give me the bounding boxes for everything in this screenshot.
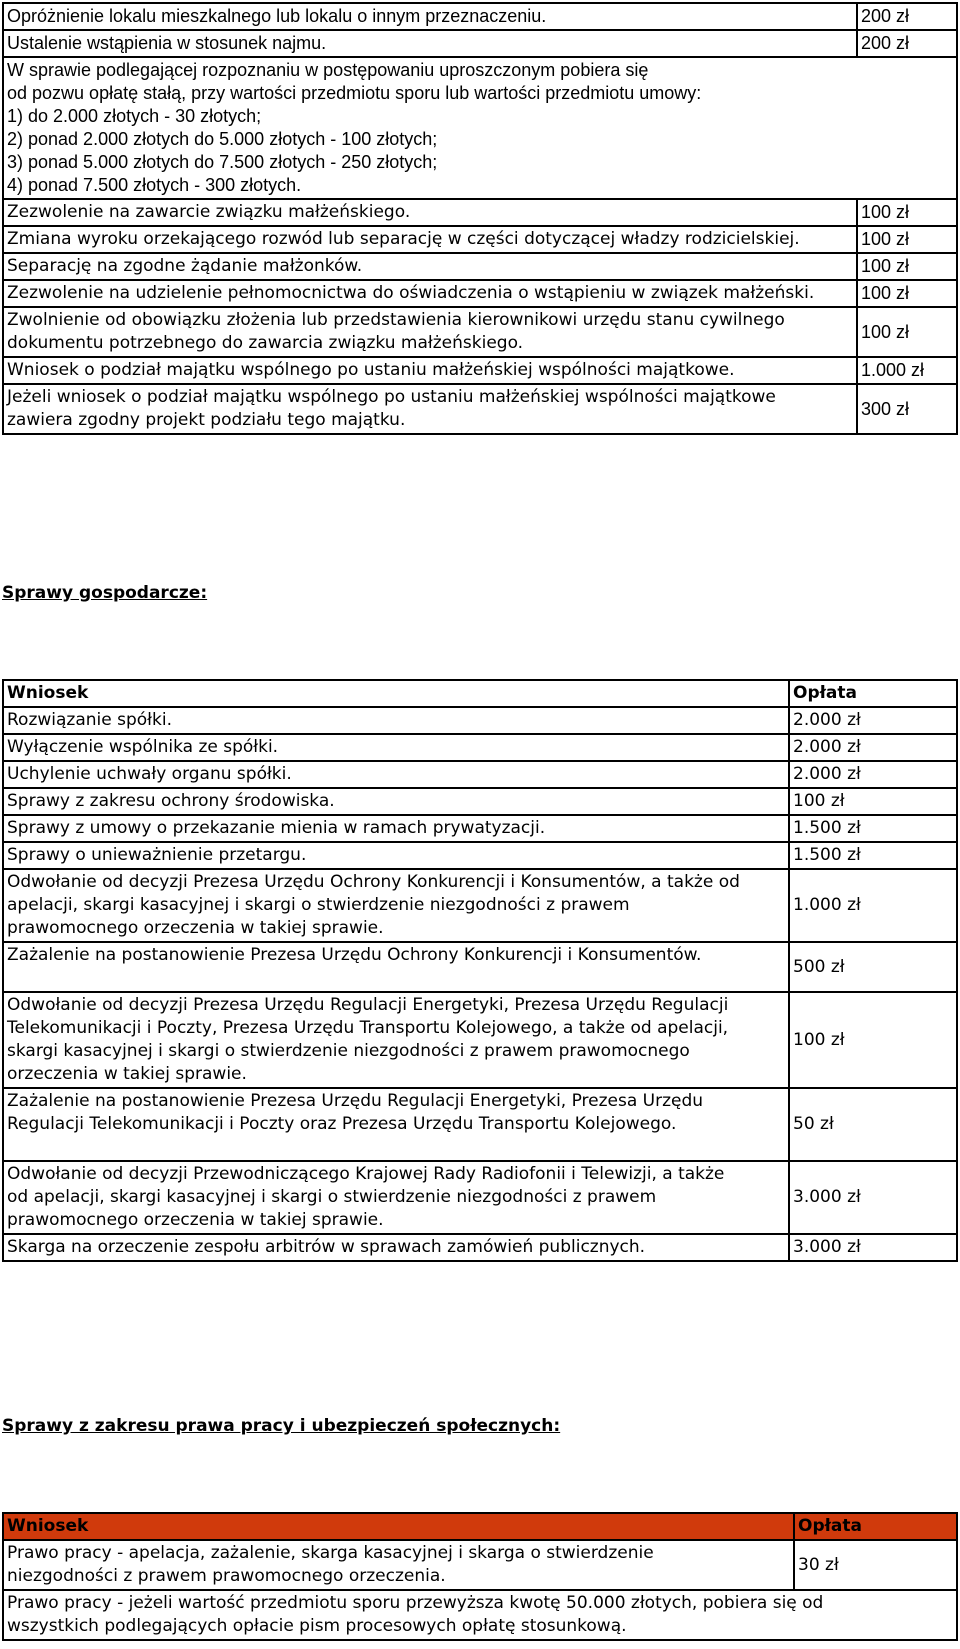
- table-row: [3, 1161, 957, 1234]
- table-header-row: [3, 680, 957, 707]
- fee-cell: 2.000 zł: [789, 734, 957, 761]
- table-row: [3, 761, 957, 788]
- fee-cell: 500 zł: [789, 942, 957, 992]
- request-cell: Zezwolenie na zawarcie związku małżeńskiego.: [3, 199, 857, 226]
- fee-cell: 3.000 zł: [789, 1161, 957, 1234]
- request-cell: Opróżnienie lokalu mieszkalnego lub lokalu o innym przeznaczeniu.: [3, 3, 857, 30]
- request-cell: Wniosek o podział majątku wspólnego po ustaniu małżeńskiej wspólności majątkowe.: [3, 357, 857, 384]
- table-row: [3, 992, 957, 1088]
- table-row: [3, 1234, 957, 1261]
- business-fees-table: [2, 679, 958, 1262]
- request-cell: Odwołanie od decyzji Prezesa Urzędu Ochrony Konkurencji i Konsumentów, a także od apelacji, skargi kasacyjnej i skargi o stwierdzenie niezgodności z prawem prawomocnego orzeczenia w takiej sprawie.: [3, 869, 789, 942]
- table-row: [3, 307, 957, 357]
- request-cell: Odwołanie od decyzji Prezesa Urzędu Regulacji Energetyki, Prezesa Urzędu Regulacji Telekomunikacji i Poczty, Prezesa Urzędu Transportu Kolejowego, a także od apelacji, skargi kasacyjnej i skargi o stwierdzenie niezgodności z prawem prawomocnego orzeczenia w takiej sprawie.: [3, 992, 789, 1088]
- table-row: [3, 942, 957, 992]
- column-header-request: Wniosek: [3, 680, 789, 707]
- request-cell: Sprawy o unieważnienie przetargu.: [3, 842, 789, 869]
- table-row: [3, 734, 957, 761]
- request-cell: Separację na zgodne żądanie małżonków.: [3, 253, 857, 280]
- table-row: [3, 707, 957, 734]
- fee-cell: 200 zł: [857, 30, 957, 57]
- section-heading-labor: Sprawy z zakresu prawa pracy i ubezpieczeń społecznych:: [2, 1416, 561, 1436]
- fee-cell: 1.500 zł: [789, 842, 957, 869]
- column-header-fee: Opłata: [794, 1513, 957, 1540]
- note-cell: Prawo pracy - jeżeli wartość przedmiotu sporu przewyższa kwotę 50.000 złotych, pobiera się od wszystkich podlegających opłacie pism procesowych opłatę stosunkową.: [3, 1590, 957, 1640]
- fee-cell: 1.000 zł: [857, 357, 957, 384]
- fee-cell: 30 zł: [794, 1540, 957, 1590]
- table-header-row: [3, 1513, 957, 1540]
- fee-cell: 100 zł: [857, 226, 957, 253]
- request-cell: Rozwiązanie spółki.: [3, 707, 789, 734]
- table-row: [3, 384, 957, 434]
- request-cell: Zezwolenie na udzielenie pełnomocnictwa do oświadczenia o wstąpieniu w związek małżeński.: [3, 280, 857, 307]
- request-cell: Prawo pracy - apelacja, zażalenie, skarga kasacyjnej i skarga o stwierdzenie niezgodności z prawem prawomocnego orzeczenia.: [3, 1540, 794, 1590]
- labor-fees-table: [2, 1512, 958, 1641]
- table-row: [3, 57, 957, 199]
- table-row: [3, 869, 957, 942]
- table-row: [3, 788, 957, 815]
- fee-cell: 100 zł: [857, 199, 957, 226]
- request-cell: Zmiana wyroku orzekającego rozwód lub separację w części dotyczącej władzy rodzicielskiej.: [3, 226, 857, 253]
- table-row: [3, 30, 957, 57]
- table-row: [3, 1540, 957, 1590]
- fee-cell: 100 zł: [857, 253, 957, 280]
- fee-cell: 200 zł: [857, 3, 957, 30]
- fee-cell: 100 zł: [857, 307, 957, 357]
- table-row: [3, 842, 957, 869]
- table-row: [3, 280, 957, 307]
- column-header-request: Wniosek: [3, 1513, 794, 1540]
- family-fees-table: [2, 2, 958, 435]
- section-heading-business: Sprawy gospodarcze:: [2, 583, 208, 603]
- request-cell: Sprawy z umowy o przekazanie mienia w ramach prywatyzacji.: [3, 815, 789, 842]
- fee-cell: 100 zł: [789, 788, 957, 815]
- fee-cell: 1.500 zł: [789, 815, 957, 842]
- fee-cell: 2.000 zł: [789, 761, 957, 788]
- request-cell: W sprawie podlegającej rozpoznaniu w postępowaniu uproszczonym pobiera się od pozwu opłatę stałą, przy wartości przedmiotu sporu lub wartości przedmiotu umowy: 1) do 2.000 złotych - 30 złotych; 2) ponad 2.000 złotych do 5.000 złotych - 100 złotych; 3) ponad 5.000 złotych do 7.500 złotych - 250 złotych; 4) ponad 7.500 złotych - 300 złotych.: [3, 57, 957, 199]
- fee-cell: 3.000 zł: [789, 1234, 957, 1261]
- request-cell: Ustalenie wstąpienia w stosunek najmu.: [3, 30, 857, 57]
- request-cell: Uchylenie uchwały organu spółki.: [3, 761, 789, 788]
- request-cell: Odwołanie od decyzji Przewodniczącego Krajowej Rady Radiofonii i Telewizji, a także od apelacji, skargi kasacyjnej i skargi o stwierdzenie niezgodności z prawem prawomocnego orzeczenia w takiej sprawie.: [3, 1161, 789, 1234]
- table-row: [3, 3, 957, 30]
- table-row: [3, 357, 957, 384]
- request-cell: Zażalenie na postanowienie Prezesa Urzędu Regulacji Energetyki, Prezesa Urzędu Regulacji Telekomunikacji i Poczty oraz Prezesa Urzędu Transportu Kolejowego.: [3, 1088, 789, 1161]
- request-cell: Zwolnienie od obowiązku złożenia lub przedstawienia kierownikowi urzędu stanu cywilnego dokumentu potrzebnego do zawarcia związku małżeńskiego.: [3, 307, 857, 357]
- table-row: [3, 1590, 957, 1640]
- fee-cell: 300 zł: [857, 384, 957, 434]
- column-header-fee: Opłata: [789, 680, 957, 707]
- table-row: [3, 199, 957, 226]
- fee-cell: 100 zł: [789, 992, 957, 1088]
- table-row: [3, 253, 957, 280]
- request-cell: Sprawy z zakresu ochrony środowiska.: [3, 788, 789, 815]
- request-cell: Zażalenie na postanowienie Prezesa Urzędu Ochrony Konkurencji i Konsumentów.: [3, 942, 789, 992]
- fee-cell: 2.000 zł: [789, 707, 957, 734]
- table-row: [3, 226, 957, 253]
- request-cell: Wyłączenie wspólnika ze spółki.: [3, 734, 789, 761]
- request-cell: Jeżeli wniosek o podział majątku wspólnego po ustaniu małżeńskiej wspólności majątkowe zawiera zgodny projekt podziału tego majątku.: [3, 384, 857, 434]
- table-row: [3, 815, 957, 842]
- fee-cell: 1.000 zł: [789, 869, 957, 942]
- fee-cell: 50 zł: [789, 1088, 957, 1161]
- table-row: [3, 1088, 957, 1161]
- request-cell: Skarga na orzeczenie zespołu arbitrów w sprawach zamówień publicznych.: [3, 1234, 789, 1261]
- fee-cell: 100 zł: [857, 280, 957, 307]
